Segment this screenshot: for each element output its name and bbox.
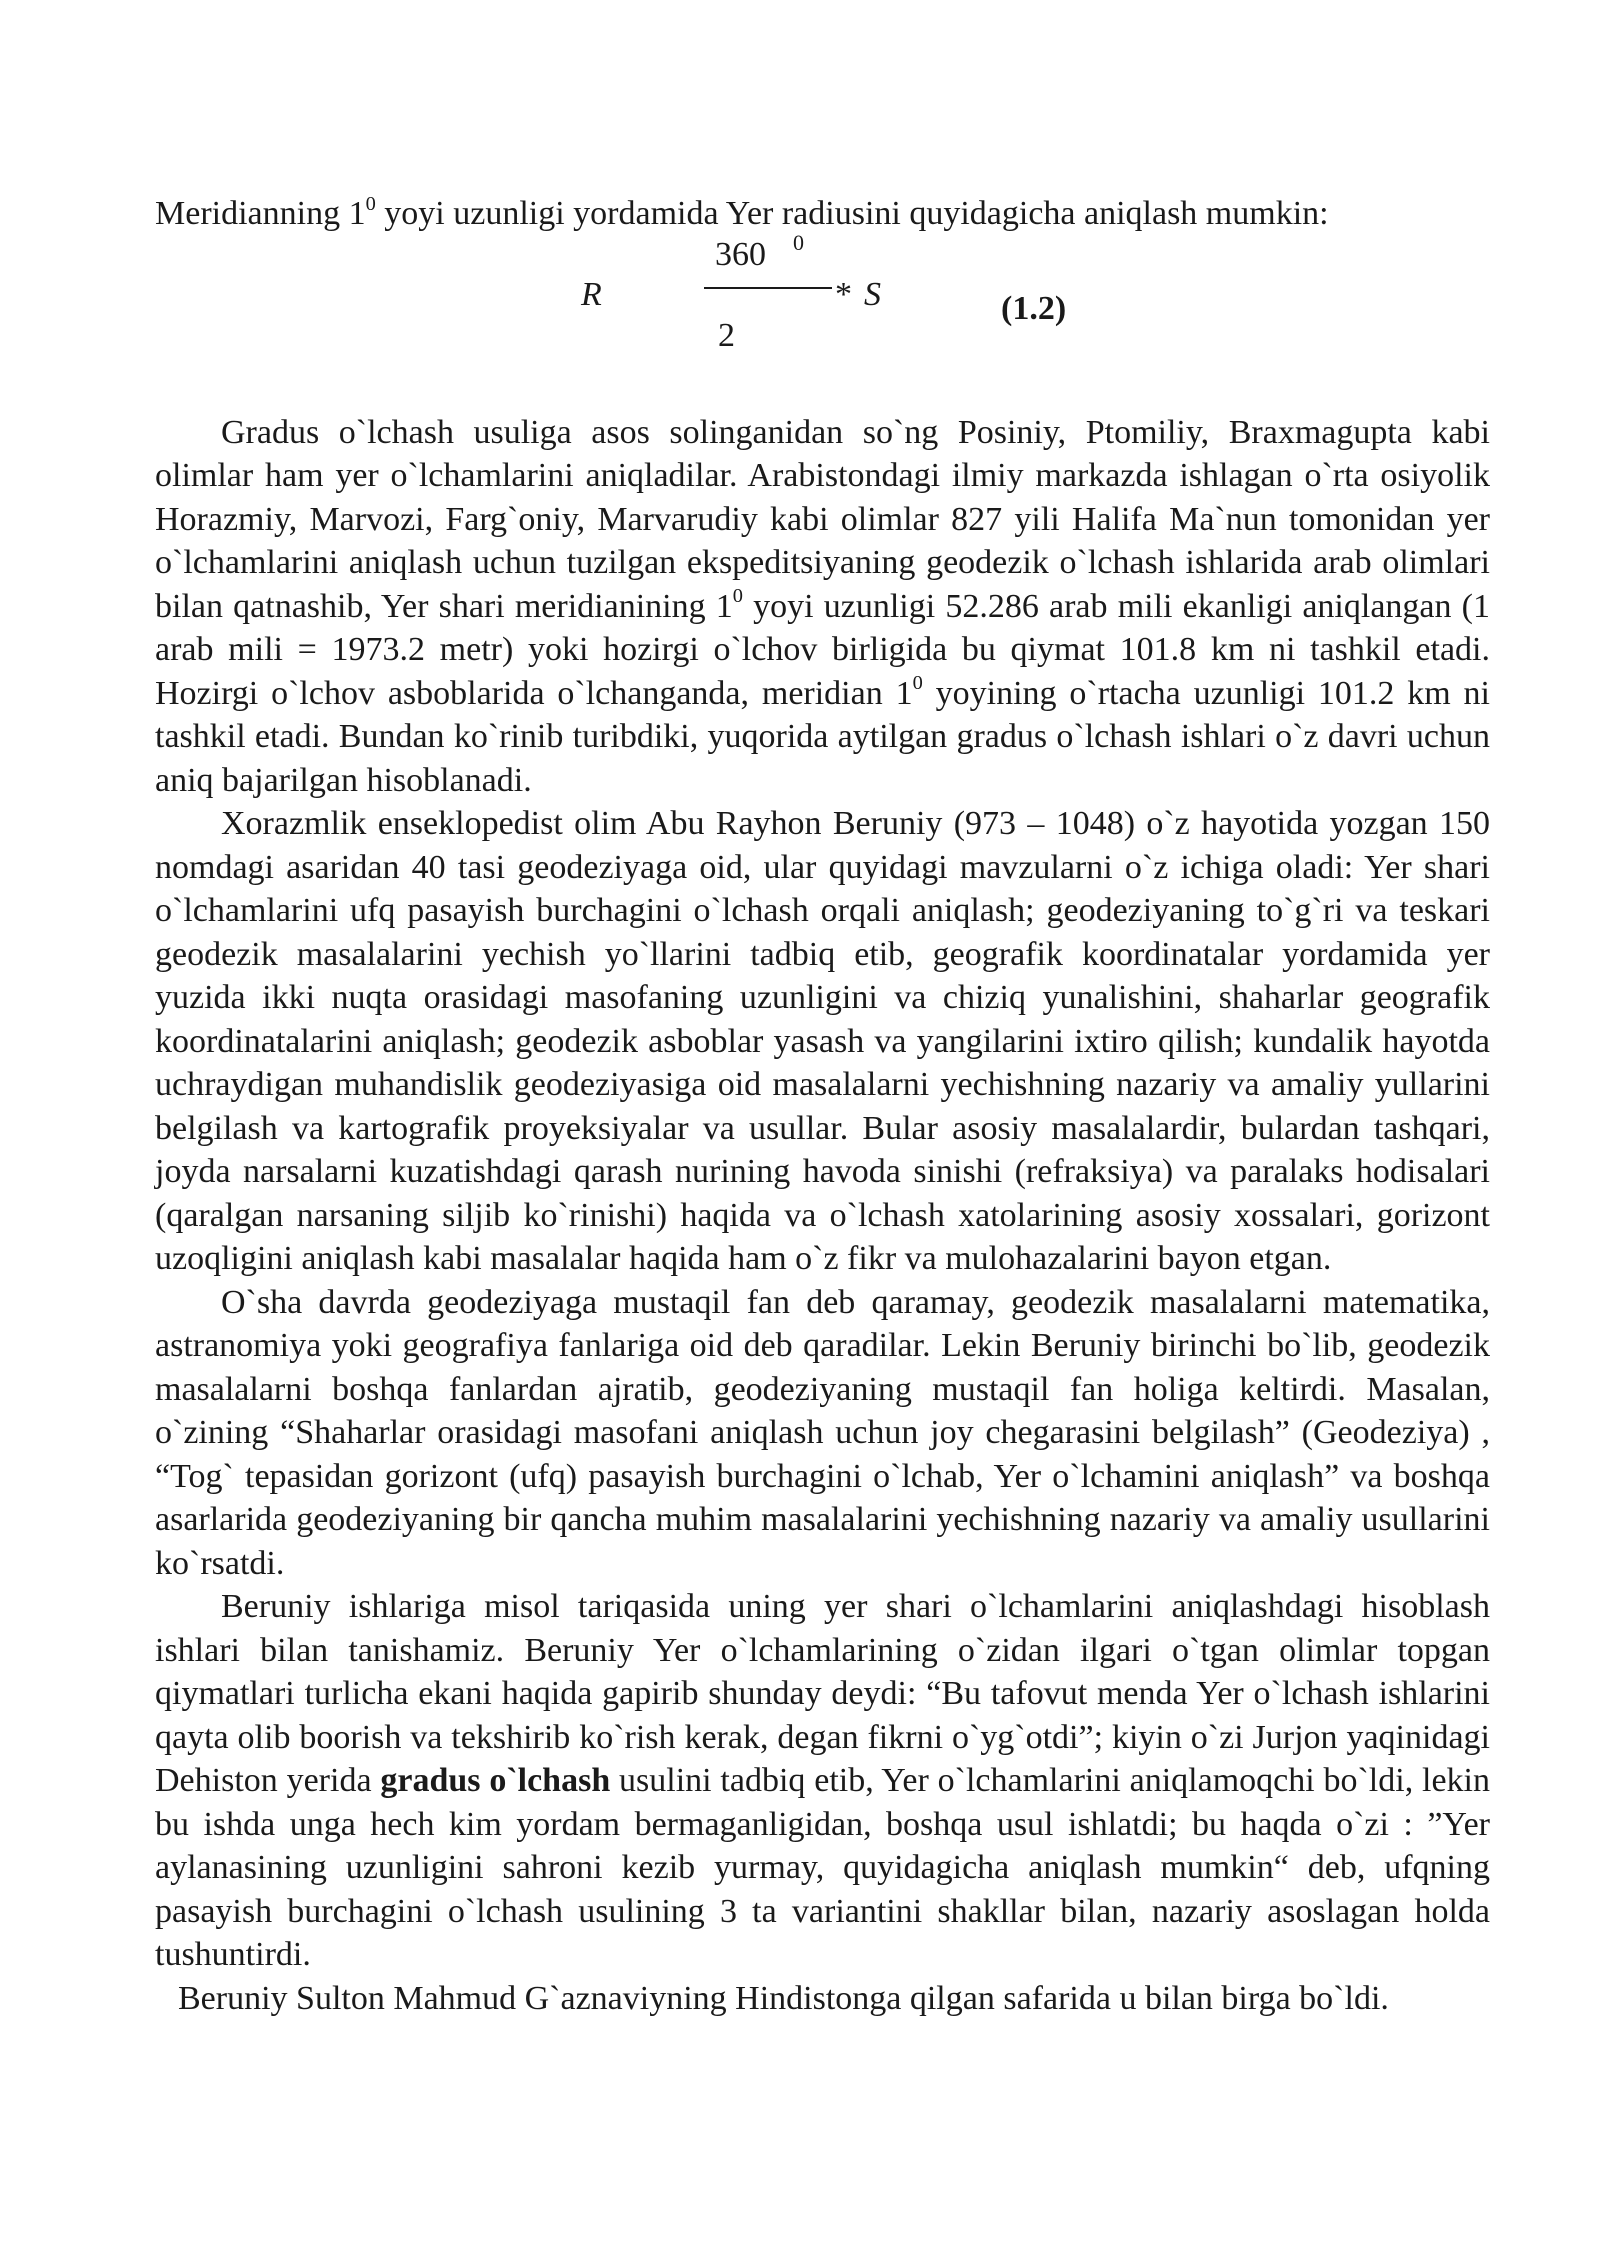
- paragraph-4: [155, 1585, 1490, 1977]
- formula-label: (1.2): [1001, 289, 1067, 327]
- intro-line: [155, 192, 1490, 236]
- formula-times: *: [835, 275, 852, 313]
- formula-numerator-superscript: 0: [793, 229, 804, 255]
- bold-term: gradus o`lchash: [380, 1762, 611, 1799]
- formula-numerator: 360: [715, 235, 766, 273]
- formula-lhs: R: [581, 275, 602, 313]
- formula-denominator: 2: [718, 316, 735, 354]
- intro-text-before: Meridianning 1: [155, 195, 366, 232]
- document-page: [155, 192, 1490, 2020]
- paragraph-2: Xorazmlik enseklopedist olim Abu Rayhon Beruniy (973 – 1048) o`z hayotida yozgan 150 nomdagi asaridan 40 tasi geodeziyaga oid, ular quyidagi mavzularni o`z ichiga oladi: Yer shari o`lchamlarini ufq pasayish burchagini o`lchash orqali aniqlash; geodeziyaning to`g`ri va teskari geodezik masalalarini yechish yo`llarini tadbiq etib, geografik koordinatalar yordamida yer yuzida ikki nuqta orasidagi masofaning uzunligini va chiziq yunalishini, shaharlar geografik koordinatalarini aniqlash; geodezik asboblar yasash va yangilarini ixtiro qilish; kundalik hayotda uchraydigan muhandislik geodeziyasiga oid masalalarni yechishning nazariy va amaliy yullarini belgilash va kartografik proyeksiyalar va usullar. Bular asosiy masalalardir, bulardan tashqari, joyda narsalarni kuzatishdagi qarash nurining havoda sinishi (refraksiya) va paralaks hodisalari (qaralgan narsaning siljib ko`rinishi) haqida va o`lchash xatolarining asosiy xossalari, gorizont uzoqligini aniqlash kabi masalalar haqida ham o`z fikr va mulohazalarini bayon etgan.: [155, 805, 1490, 1277]
- paragraph-1-part-3: yoyining o`rtacha uzunligi 101.2 km ni tashkil etadi. Bundan ko`rinib turibdiki, yuqorida aytilgan gradus o`lchash ishlari o`z davri uchun aniq bajarilgan hisoblanadi.: [155, 674, 1490, 799]
- paragraph-1-part-1: Gradus o`lchash usuliga asos solinganidan so`ng Posiniy, Ptomiliy, Braxmagupta kabi olimlar ham yer o`lchamlarini aniqladilar. Arabistondagi ilmiy markazda ishlagan o`rta osiyolik Horazmiy, Marvozi, Farg`oniy, Marvarudiy kabi olimlar 827 yili Halifa Ma`nun tomonidan yer o`lchamlarini aniqlash uchun tuzilgan ekspeditsiyaning geodezik o`lchash ishlarida arab olimlari bilan qatnashib, Yer shari meridianining 1: [155, 413, 1490, 625]
- formula-variable: S: [864, 275, 881, 313]
- formula-1-2: [155, 229, 1490, 411]
- paragraph-4-after-bold: usulini tadbiq etib, Yer o`lchamlarini aniqlamoqchi bo`ldi, lekin bu ishda unga hech kim yordam bermaganligidan, boshqa usul ishlatdi; bu haqda o`zi : ”Yer aylanasining uzunligini sahroni kezib yurmay, quyidagicha aniqlash mumkin“ deb, ufqning pasayish burchagini o`lchash usulining 3 ta variantini shakllar bilan, nazariy asoslagan holda tushuntirdi.: [155, 1762, 1491, 1973]
- paragraph-4-before-bold: Beruniy ishlariga misol tariqasida uning yer shari o`lchamlarini aniqlashdagi hisoblash ishlari bilan tanishamiz. Beruniy Yer o`lchamlarining o`zidan ilgari o`tgan olimlar topgan qiymatlari turlicha ekani haqida gapirib shunday deydi: “Bu tafovut menda Yer o`lchash ishlarini qayta olib boorish va tekshirib ko`rish kerak, degan fikrni o`yg`otdi”; kiyin o`zi Jurjon yaqinidagi Dehiston yerida: [155, 1588, 1490, 1799]
- paragraph-1: [155, 411, 1490, 803]
- intro-text-after: yoyi uzunligi yordamida Yer radiusini quyidagicha aniqlash mumkin:: [375, 195, 1329, 232]
- paragraph-5: Beruniy Sulton Mahmud G`aznaviyning Hindistonga qilgan safarida u bilan birga bo`ldi.: [178, 1979, 1389, 2017]
- fraction-bar: [704, 287, 832, 289]
- degree-superscript: 0: [365, 192, 376, 215]
- degree-superscript: 0: [912, 672, 923, 695]
- paragraph-1-part-2: yoyi uzunligi 52.286 arab mili ekanligi aniqlangan (1 arab mili = 1973.2 metr) yoki hozirgi o`lchov birligida bu qiymat 101.8 km ni tashkil etadi. Hozirgi o`lchov asboblarida o`lchanganda, meridian 1: [155, 587, 1490, 712]
- paragraph-3: O`sha davrda geodeziyaga mustaqil fan deb qaramay, geodezik masalalarni matematika, astranomiya yoki geografiya fanlariga oid deb qaradilar. Lekin Beruniy birinchi bo`lib, geodezik masalalarni boshqa fanlardan ajratib, geodeziyaning mustaqil fan holiga keltirdi. Masalan, o`zining “Shaharlar orasidagi masofani aniqlash uchun joy chegarasini belgilash” (Geodeziya) , “Tog` tepasidan gorizont (ufq) pasayish burchagini o`lchab, Yer o`lchamini aniqlash” va boshqa asarlarida geodeziyaning bir qancha muhim masalalarini yechishning nazariy va amaliy usullarini ko`rsatdi.: [155, 1283, 1490, 1582]
- degree-superscript: 0: [732, 585, 743, 608]
